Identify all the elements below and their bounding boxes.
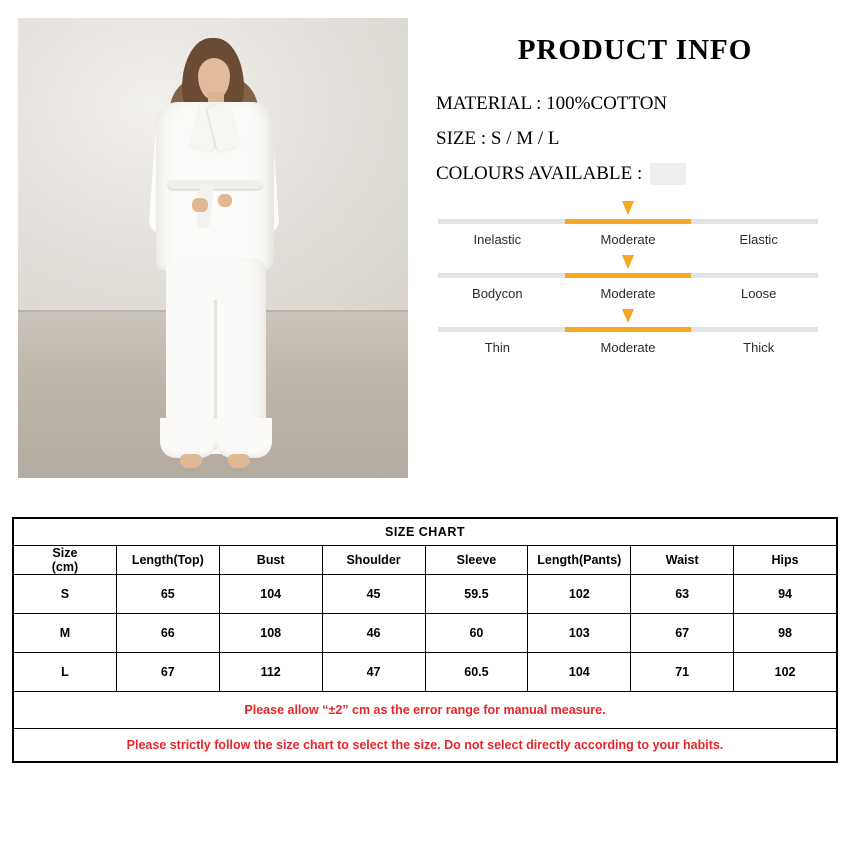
table-row [14,614,837,653]
colour-swatch [650,163,686,185]
cell-bust: 104 [219,575,322,614]
scale-elasticity-labels [432,232,824,247]
scale-elasticity-fill [565,219,692,224]
model-foot-right [228,454,250,468]
scale-fit-middle: Moderate [600,286,656,301]
scale-thickness-right: Thick [743,340,775,355]
product-info-panel [408,18,838,480]
size-chart-container [12,517,838,763]
scale-elasticity [432,219,824,247]
model-foot-left [180,454,202,468]
size-chart-note-1: Please allow “±2” cm as the error range for manual measure. [14,692,837,729]
size-label: SIZE : S / M / L [436,128,560,149]
cell-bust: 108 [219,614,322,653]
size-chart-title-row [14,519,837,546]
material-line [436,93,838,115]
cell-length-top: 67 [116,653,219,692]
scale-elasticity-middle: Moderate [600,232,656,247]
scale-fit-fill [565,273,692,278]
page-title: PRODUCT INFO [517,34,753,66]
scale-elasticity-bar [438,219,818,224]
scale-thickness-bar [438,327,818,332]
cell-length-top: 66 [116,614,219,653]
cell-sleeve: 59.5 [425,575,528,614]
model-hand-left [192,198,208,212]
header-size-line2: (cm) [51,560,79,574]
cell-hips: 94 [734,575,837,614]
size-chart-note-1-row [14,692,837,729]
cell-size: M [14,614,117,653]
table-row [14,575,837,614]
size-chart-header-row [14,546,837,575]
scale-elasticity-marker-icon [622,201,634,215]
header-length-pants: Length(Pants) [528,546,631,575]
garment-ruffle-right [216,418,272,458]
cell-size: S [14,575,117,614]
size-chart-title: SIZE CHART [14,519,837,546]
cell-bust: 112 [219,653,322,692]
size-chart-note-2-row [14,729,837,762]
colours-label: COLOURS AVAILABLE : [436,163,643,184]
header-size-line1: Size [52,546,78,560]
garment-belt [168,180,262,189]
scale-thickness-marker-icon [622,309,634,323]
header-shoulder: Shoulder [322,546,425,575]
size-line [436,128,838,150]
scale-thickness [432,327,824,355]
cell-waist: 71 [631,653,734,692]
header-bust: Bust [219,546,322,575]
cell-waist: 63 [631,575,734,614]
scale-fit-bar [438,273,818,278]
header-hips: Hips [734,546,837,575]
cell-length-pants: 103 [528,614,631,653]
model-hand-right [218,194,232,207]
scale-elasticity-left: Inelastic [473,232,522,247]
scale-thickness-fill [565,327,692,332]
table-row [14,653,837,692]
colours-line [436,163,838,185]
header-waist: Waist [631,546,734,575]
scale-fit [432,273,824,301]
attribute-scales [432,219,838,355]
size-chart-table [13,518,837,762]
scale-fit-left: Bodycon [472,286,523,301]
scale-elasticity-right: Elastic [739,232,778,247]
cell-length-top: 65 [116,575,219,614]
cell-sleeve: 60.5 [425,653,528,692]
cell-length-pants: 104 [528,653,631,692]
size-chart-note-2: Please strictly follow the size chart to select the size. Do not select directly according to your habits. [14,729,837,762]
garment-ruffle-left [160,418,216,458]
material-label: MATERIAL : 100%COTTON [436,93,668,114]
cell-hips: 102 [734,653,837,692]
header-sleeve: Sleeve [425,546,528,575]
scale-thickness-middle: Moderate [600,340,656,355]
product-photo [18,18,408,478]
model-figure [136,30,296,478]
scale-thickness-left: Thin [484,340,510,355]
scale-thickness-labels [432,340,824,355]
cell-size: L [14,653,117,692]
cell-shoulder: 47 [322,653,425,692]
header-length-top: Length(Top) [116,546,219,575]
cell-sleeve: 60 [425,614,528,653]
cell-hips: 98 [734,614,837,653]
cell-shoulder: 46 [322,614,425,653]
cell-waist: 67 [631,614,734,653]
header-size [14,546,117,575]
scale-fit-marker-icon [622,255,634,269]
cell-shoulder: 45 [322,575,425,614]
scale-fit-right: Loose [740,286,777,301]
scale-fit-labels [432,286,824,301]
cell-length-pants: 102 [528,575,631,614]
